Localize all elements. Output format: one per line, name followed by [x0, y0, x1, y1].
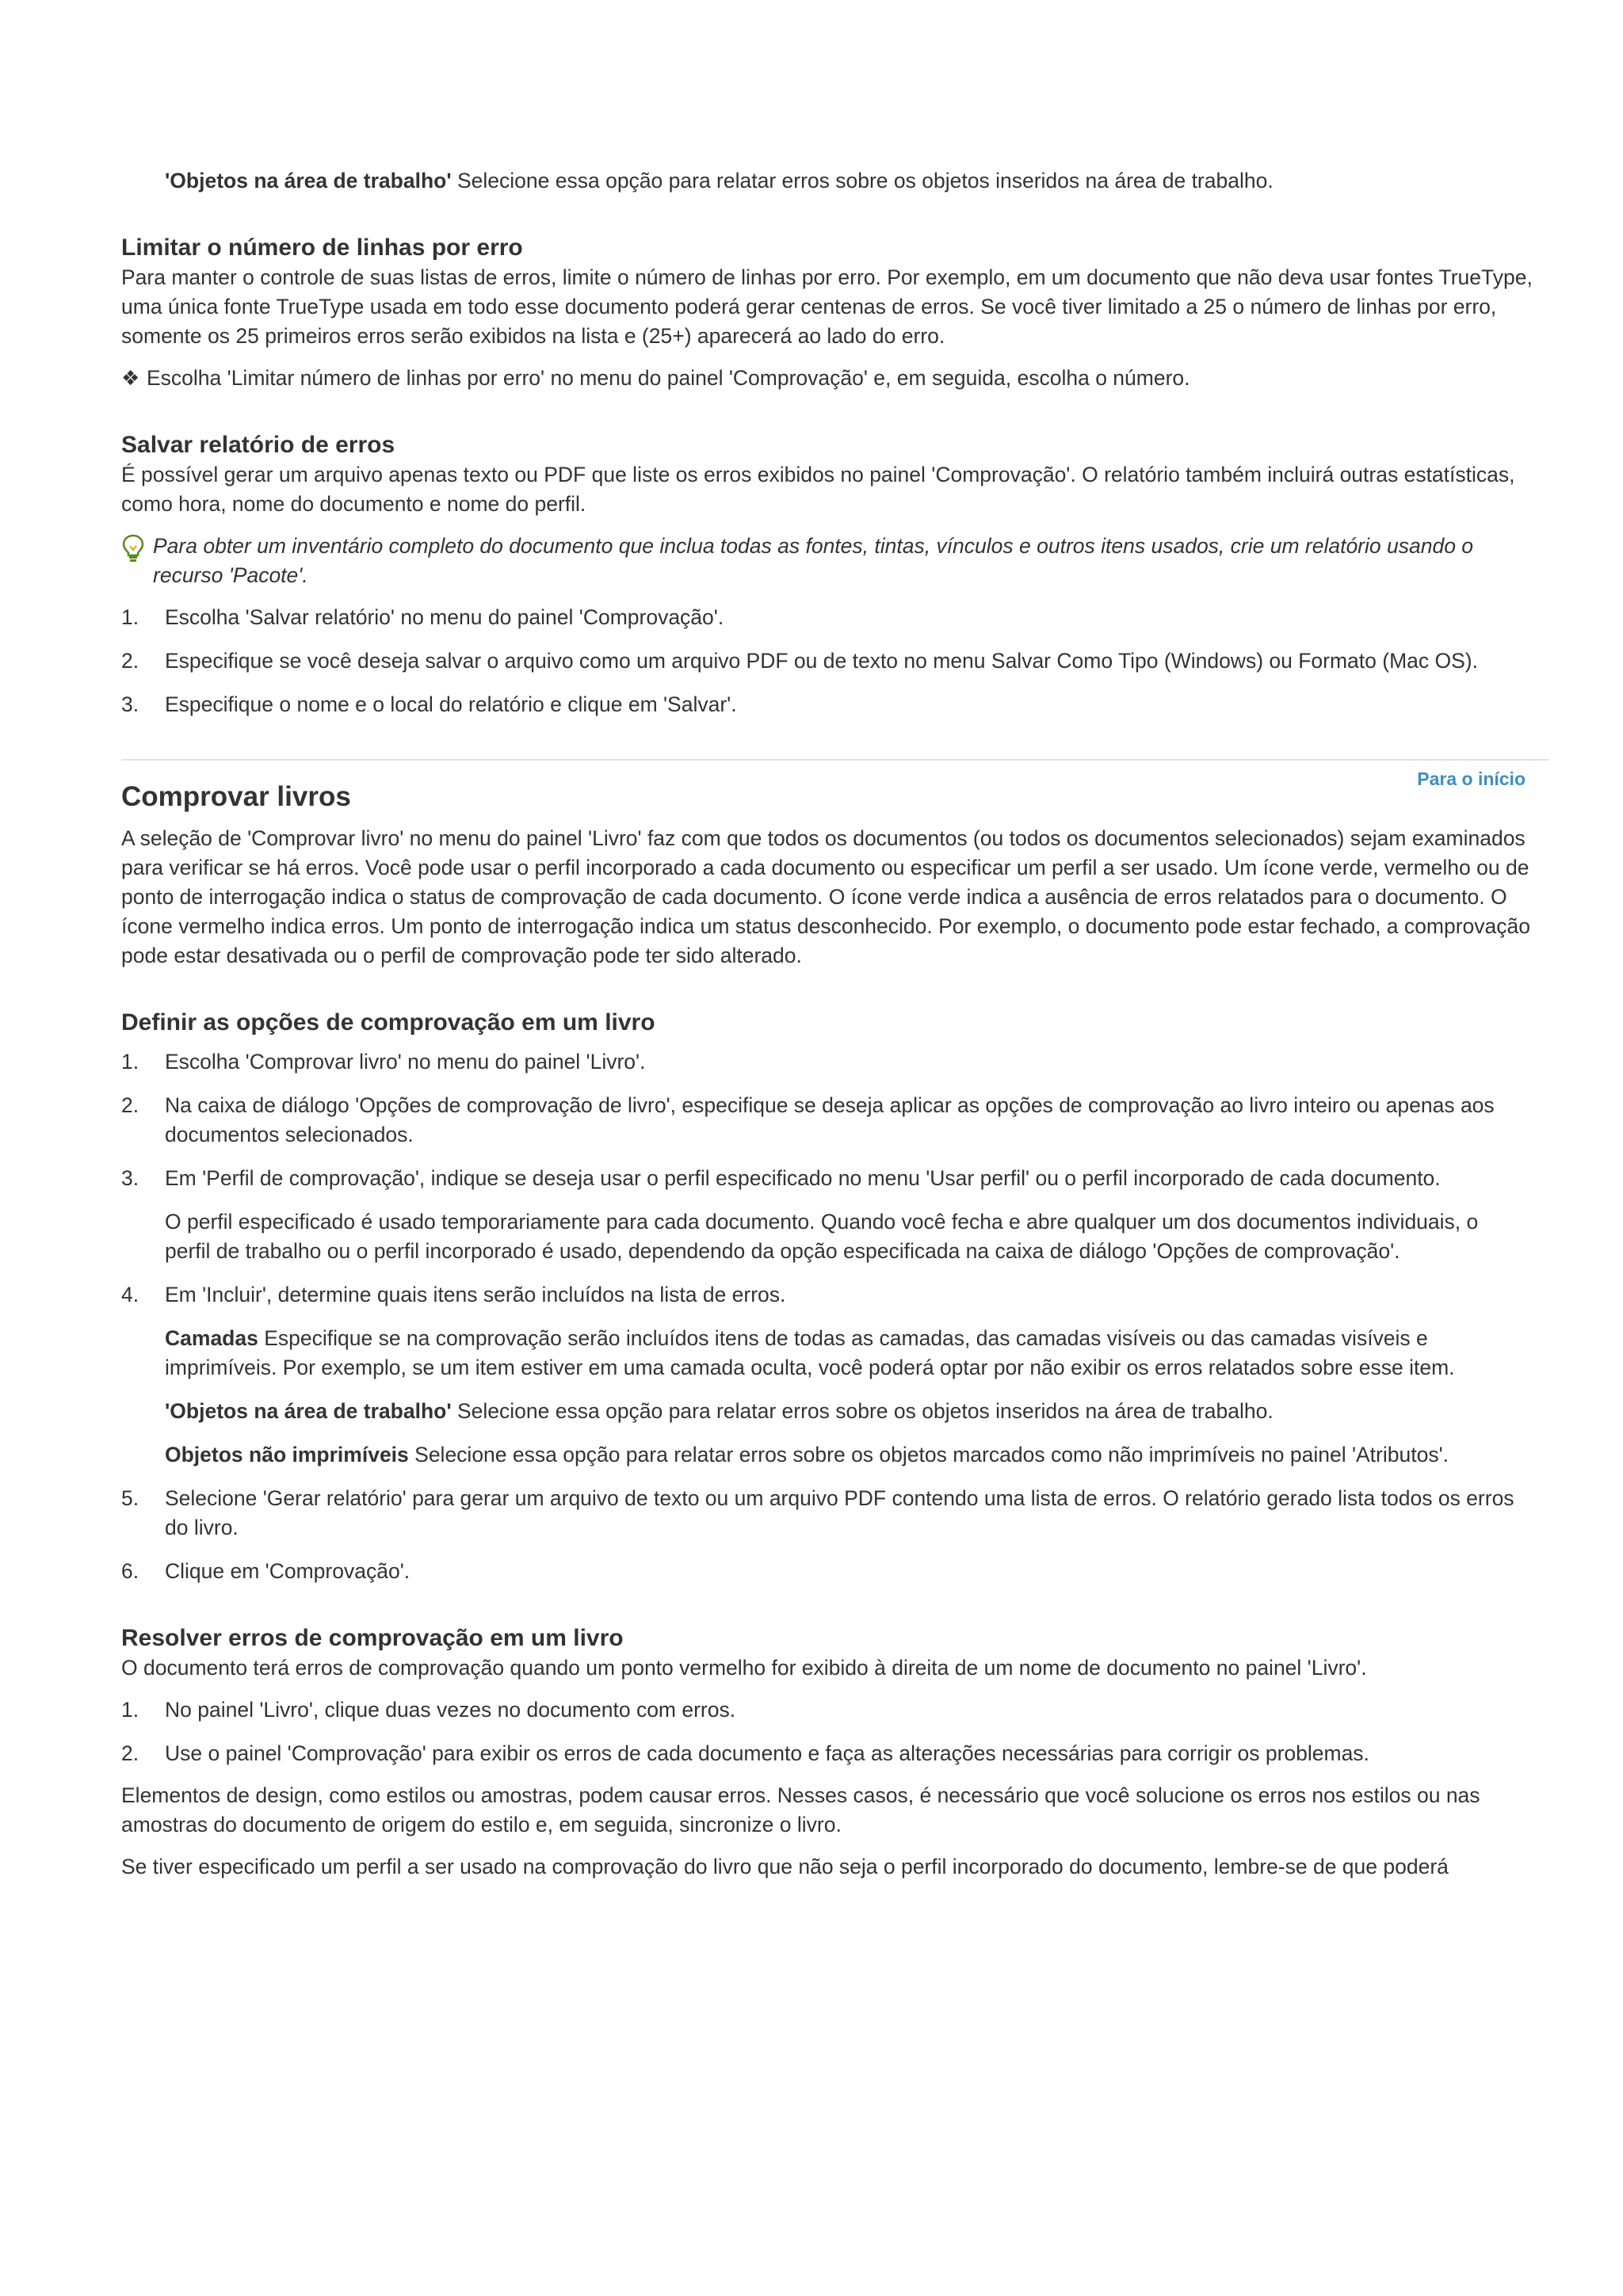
intro-paragraph	[165, 166, 1442, 196]
list-item: 1. Escolha 'Comprovar livro' no menu do painel 'Livro'.	[121, 1050, 646, 1074]
list-item: 2. Use o painel 'Comprovação' para exibir os erros de cada documento e faça as alterações necessárias para corrigir os problemas.	[121, 1741, 1369, 1765]
limit-heading: Limitar o número de linhas por erro	[121, 235, 523, 261]
define-heading: Definir as opções de comprovação em um livro	[121, 1009, 655, 1035]
tip-text: Para obter um inventário completo do documento que inclua todas as fontes, tintas, vínculos e outros itens usados, crie um relatório usando o recurso 'Pacote'.	[153, 534, 1474, 587]
resolve-heading: Resolver erros de comprovação em um livro	[121, 1625, 624, 1651]
intro-term: 'Objetos na área de trabalho'	[165, 169, 452, 193]
list-item: 2. Na caixa de diálogo 'Opções de comprovação de livro', especifique se deseja aplicar as opções de comprovação ao livro inteiro ou apenas aos documentos selecionados.	[121, 1093, 1495, 1146]
list-item: 4. Em 'Incluir', determine quais itens serão incluídos na lista de erros. Camadas Especifique se na comprovação serão incluídos itens de todas as camadas, das camadas visíveis ou das camadas visíveis e imprimíveis. Por exemplo, se um item estiver em uma camada oculta, você poderá optar por não exibir os erros relatados sobre esse item. 'Objetos na área de trabalho' Selecione essa opção para relatar erros sobre os objetos inseridos na área de trabalho. Objetos não imprimíveis Selecione essa opção para relatar erros sobre os objetos marcados como não imprimíveis no painel 'Atributos'.	[121, 1280, 1549, 1470]
resolve-paragraph-3: Se tiver especificado um perfil a ser usado na comprovação do livro que não seja o perfil incorporado do documento, lembre-se de que poderá	[121, 1855, 1449, 1878]
back-to-top-link[interactable]: Para o início	[1417, 769, 1526, 789]
diamond-bullet-icon: ❖	[121, 366, 140, 390]
list-item: 5. Selecione 'Gerar relatório' para gerar um arquivo de texto ou um arquivo PDF contendo uma lista de erros. O relatório gerado lista todos os erros do livro.	[121, 1486, 1514, 1539]
resolve-paragraph: O documento terá erros de comprovação quando um ponto vermelho for exibido à direita de um nome de documento no painel 'Livro'.	[121, 1656, 1367, 1680]
limit-bullet-text: Escolha 'Limitar número de linhas por erro' no menu do painel 'Comprovação' e, em seguida, escolha o número.	[147, 366, 1190, 390]
list-item: 3. Especifique o nome e o local do relatório e clique em 'Salvar'.	[121, 692, 737, 716]
list-item: 3. Em 'Perfil de comprovação', indique se deseja usar o perfil especificado no menu 'Usar perfil' ou o perfil incorporado de cada documento. O perfil especificado é usado temporariamente para cada documento. Quando você fecha e abre qualquer um dos documentos individuais, o perfil de trabalho ou o perfil incorporado é usado, dependendo da opção especificada na caixa de diálogo 'Opções de comprovação'.	[121, 1166, 1479, 1263]
save-steps-list	[121, 603, 1549, 719]
save-heading: Salvar relatório de erros	[121, 432, 395, 458]
limit-paragraph: Para manter o controle de suas listas de erros, limite o número de linhas por erro. Por exemplo, em um documento que não deva usar fontes TrueType, uma única fonte TrueType usada em todo esse documento poderá gerar centenas de erros. Se você tiver limitado a 25 o número de linhas por erro, somente os 25 primeiros erros serão exibidos na lista e (25+) aparecerá ao lado do erro.	[121, 265, 1533, 348]
limit-bullet	[121, 364, 1549, 393]
resolve-steps-list	[121, 1695, 1549, 1768]
list-item: 1. No painel 'Livro', clique duas vezes no documento com erros.	[121, 1698, 736, 1722]
tip-note	[121, 532, 1549, 590]
list-item: 1. Escolha 'Salvar relatório' no menu do painel 'Comprovação'.	[121, 605, 724, 629]
save-paragraph: É possível gerar um arquivo apenas texto ou PDF que liste os erros exibidos no painel 'Comprovação'. O relatório também incluirá outras estatísticas, como hora, nome do documento e nome do perfil.	[121, 463, 1515, 516]
books-paragraph: A seleção de 'Comprovar livro' no menu do painel 'Livro' faz com que todos os documentos (ou todos os documentos selecionados) sejam examinados para verificar se há erros. Você pode usar o perfil incorporado a cada documento ou especificar um perfil a ser usado. Um ícone verde, vermelho ou de ponto de interrogação indica o status de comprovação de cada documento. O ícone verde indica a ausência de erros relatados para o documento. O ícone vermelho indica erros. Um ponto de interrogação indica um status desconhecido. Por exemplo, o documento pode estar fechado, a comprovação pode estar desativada ou o perfil de comprovação pode ter sido alterado.	[121, 826, 1530, 967]
section-divider	[121, 759, 1549, 789]
list-item: 6. Clique em 'Comprovação'.	[121, 1559, 411, 1583]
lightbulb-icon	[121, 532, 153, 566]
pasteboard-option: 'Objetos na área de trabalho' Selecione essa opção para relatar erros sobre os objetos inseridos na área de trabalho.	[165, 1399, 1274, 1423]
intro-text: Selecione essa opção para relatar erros sobre os objetos inseridos na área de trabalho.	[451, 169, 1274, 193]
nonprinting-option: Objetos não imprimíveis Selecione essa opção para relatar erros sobre os objetos marcados como não imprimíveis no painel 'Atributos'.	[165, 1443, 1449, 1466]
resolve-paragraph-2: Elementos de design, como estilos ou amostras, podem causar erros. Nesses casos, é necessário que você solucione os erros nos estilos ou nas amostras do documento de origem do estilo e, em seguida, sincronize o livro.	[121, 1783, 1480, 1836]
books-heading: Comprovar livros	[121, 781, 351, 812]
layers-option: Camadas Especifique se na comprovação serão incluídos itens de todas as camadas, das camadas visíveis ou das camadas visíveis e imprimíveis. Por exemplo, se um item estiver em uma camada oculta, você poderá optar por não exibir os erros relatados sobre esse item.	[165, 1326, 1455, 1379]
list-item: 2. Especifique se você deseja salvar o arquivo como um arquivo PDF ou de texto no menu Salvar Como Tipo (Windows) ou Formato (Mac OS).	[121, 649, 1478, 673]
define-steps-list	[121, 1047, 1549, 1586]
